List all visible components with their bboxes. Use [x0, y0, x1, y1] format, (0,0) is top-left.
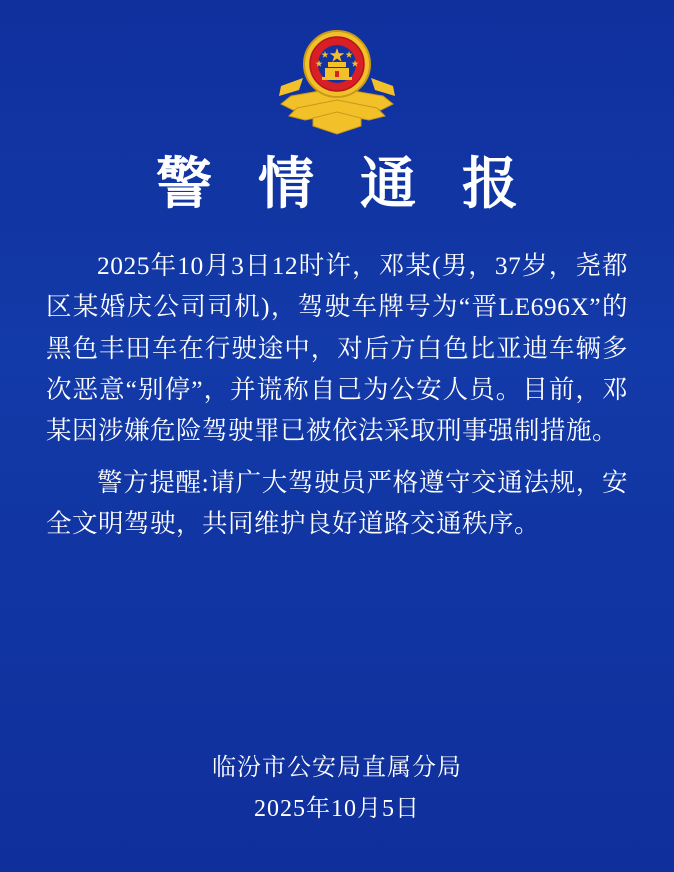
- notice-paragraph-1: 2025年10月3日12时许，邓某(男，37岁，尧都区某婚庆公司司机)，驾驶车牌号为“晋LE696X”的黑色丰田车在行驶途中，对后方白色比亚迪车辆多次恶意“别停”，并谎称自己为公安人员。目前，邓某因涉嫌危险驾驶罪已被依法采取刑事强制措施。: [46, 251, 628, 446]
- paragraph-spacer: [46, 454, 628, 462]
- china-police-emblem-icon: [273, 26, 401, 138]
- notice-body: [46, 245, 628, 544]
- notice-paragraph-2: 警方提醒:请广大驾驶员严格遵守交通法规，安全文明驾驶，共同维护良好道路交通秩序。: [46, 467, 628, 538]
- page-title: 警 情 通 报: [156, 154, 534, 216]
- emblem-container: [46, 0, 628, 138]
- notice-footer: [0, 748, 674, 830]
- issue-date: 2025年10月5日: [254, 796, 420, 823]
- issuing-authority: 临汾市公安局直属分局: [212, 755, 462, 782]
